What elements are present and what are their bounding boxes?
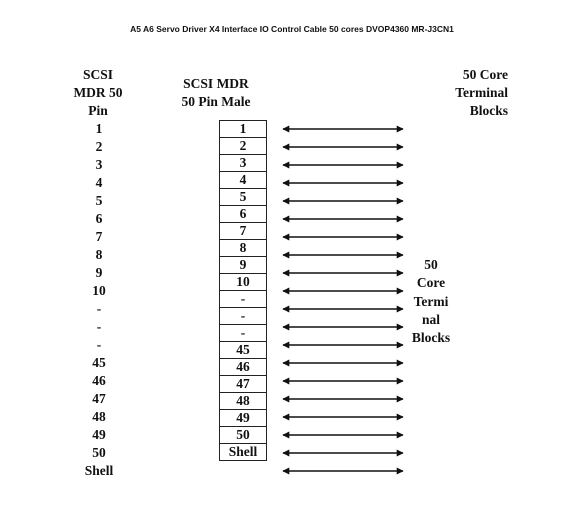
connector-pin-cell: - xyxy=(220,325,267,342)
connector-pin-cell: 45 xyxy=(220,342,267,359)
pin-label: 47 xyxy=(92,391,106,406)
pin-label: 7 xyxy=(95,229,103,244)
connector-pin-cell: 6 xyxy=(220,206,267,223)
connector-pin-cell: 47 xyxy=(220,376,267,393)
connector-pin-cell: 2 xyxy=(220,138,267,155)
header-line: 50 Core xyxy=(462,67,508,82)
connector-pin-cell: 1 xyxy=(220,121,267,138)
connector-pin-cell: - xyxy=(220,308,267,325)
pin-label: - xyxy=(96,301,102,316)
header-line: Terminal xyxy=(455,85,508,100)
pin-label: 3 xyxy=(95,157,103,172)
header-line: MDR 50 xyxy=(73,85,123,100)
connector-pin-cell: 7 xyxy=(220,223,267,240)
pin-label: - xyxy=(96,319,102,334)
connector-pin-cell: 5 xyxy=(220,189,267,206)
label-line: nal xyxy=(421,311,440,327)
pin-label: 49 xyxy=(92,427,106,442)
label-line: Blocks xyxy=(411,330,451,346)
connector-pin-cell: 10 xyxy=(220,274,267,291)
connector-pin-cell: 9 xyxy=(220,257,267,274)
connector-pin-cell: 49 xyxy=(220,410,267,427)
pin-label: 2 xyxy=(95,139,103,154)
connector-pin-cell: 48 xyxy=(220,393,267,410)
pin-label: - xyxy=(96,337,102,352)
pin-label: 4 xyxy=(95,175,103,190)
connector-pin-cell: 3 xyxy=(220,155,267,172)
header-line: 50 Pin Male xyxy=(181,94,251,109)
diagram-title: A5 A6 Servo Driver X4 Interface IO Control Cable 50 cores DVOP4360 MR-J3CN1 xyxy=(130,24,454,34)
connector-pin-cell: 4 xyxy=(220,172,267,189)
pin-label: 45 xyxy=(92,355,106,370)
connector-pin-cell: 8 xyxy=(220,240,267,257)
label-line: Core xyxy=(416,275,446,291)
pin-label: 5 xyxy=(95,193,103,208)
pin-label: 8 xyxy=(95,247,103,262)
header-line: Blocks xyxy=(469,103,508,118)
pin-label: 50 xyxy=(92,445,106,460)
pin-label: 48 xyxy=(92,409,106,424)
connector-pin-cell: 50 xyxy=(220,427,267,444)
label-line: Termi xyxy=(413,293,449,309)
connector-pin-cell: - xyxy=(220,291,267,308)
pin-label: 46 xyxy=(92,373,106,388)
label-line: 50 xyxy=(424,257,438,272)
pin-label: 1 xyxy=(95,121,103,136)
connector-pin-cell: Shell xyxy=(220,444,267,461)
pin-label: 6 xyxy=(95,211,103,226)
header-line: SCSI MDR xyxy=(183,76,249,91)
pin-label: 10 xyxy=(92,283,106,298)
header-line: Pin xyxy=(88,103,108,118)
header-line: SCSI xyxy=(82,67,114,82)
pin-label: Shell xyxy=(84,463,114,478)
pin-label: 9 xyxy=(95,265,103,280)
connector-pin-cell: 46 xyxy=(220,359,267,376)
